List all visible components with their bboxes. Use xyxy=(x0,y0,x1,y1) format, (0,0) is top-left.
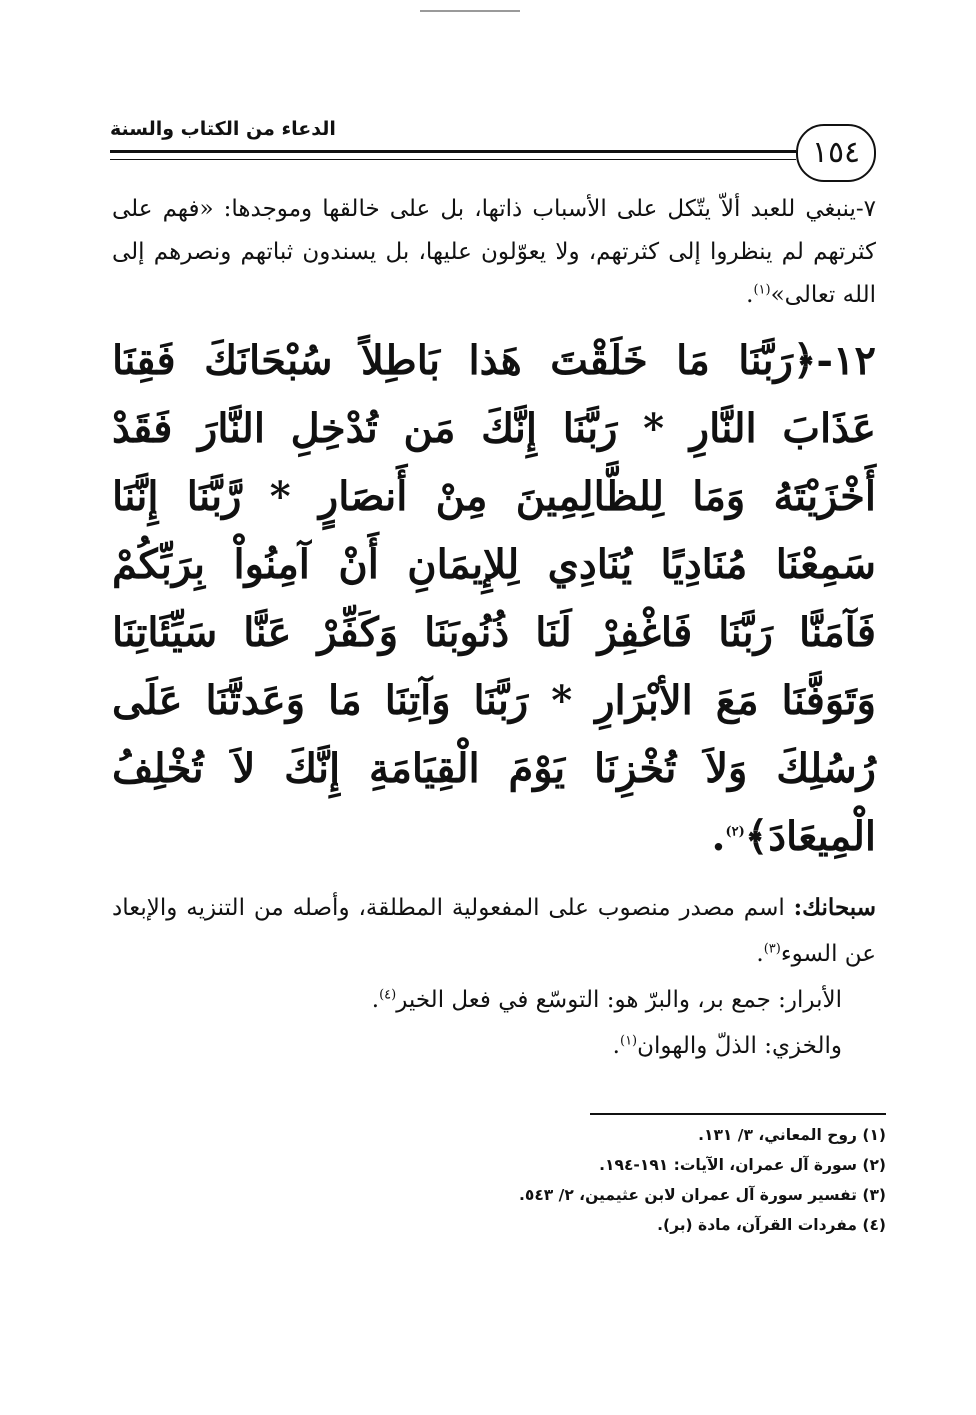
book-title: الدعاء من الكتاب والسنة xyxy=(110,118,336,140)
gloss-subhanaka xyxy=(112,885,876,977)
running-header xyxy=(110,110,876,190)
item-7-end: . xyxy=(746,282,754,308)
footnote-ref: (٤) xyxy=(379,987,397,1003)
scan-mark xyxy=(420,10,520,12)
footnote-separator xyxy=(590,1113,886,1115)
page-body xyxy=(112,188,876,1069)
footnote-ref: (١) xyxy=(619,1033,638,1049)
gloss-khizy xyxy=(112,1023,876,1069)
gloss-term: سبحانك: xyxy=(793,894,876,921)
quran-verse-item-12 xyxy=(112,327,876,871)
gloss-text: اسم مصدر منصوب على المفعولية المطلقة، وأصله من التنزيه والإبعاد عن السوء xyxy=(112,895,876,967)
verse-end: . xyxy=(711,813,726,860)
verse-text: ١٢-﴿رَبَّنَا مَا خَلَقْتَ هَذا بَاطِلاً سُبْحَانَكَ فَقِنَا عَذَابَ النَّارِ * رَبَّنَا إِنَّكَ مَن تُدْخِلِ النَّارَ فَقَدْ أَخْزَيْتَهُ وَمَا لِلظَّالِمِينَ مِنْ أَنصَارٍ * رَّبَّنَا إِنَّنَا سَمِعْنَا مُنَادِيًا يُنَادِي لِلإِيمَانِ أَنْ آمِنُواْ بِرَبِّكُمْ فَآمَنَّا رَبَّنَا فَاغْفِرْ لَنَا ذُنُوبَنَا وَكَفِّرْ عَنَّا سَيِّئَاتِنَا وَتَوَفَّنَا مَعَ الأبْرَارِ * رَبَّنَا وَآتِنَا مَا وَعَدتَّنَا عَلَى رُسُلِكَ وَلاَ تُخْزِنَا يَوْمَ الْقِيَامَةِ إِنَّكَ لاَ تُخْلِفُ الْمِيعَادَ﴾ xyxy=(112,337,876,860)
gloss-text: والخزي: الذلّ والهوان xyxy=(637,1033,842,1059)
header-rule xyxy=(110,150,796,160)
footnote-4: (٤) مفردات القرآن، مادة (بر). xyxy=(657,1216,886,1234)
footnote-1: (١) روح المعاني، ٣/ ١٣١. xyxy=(698,1126,886,1144)
footnote-ref: (٢) xyxy=(725,824,745,840)
page-number-badge: ١٥٤ xyxy=(796,124,876,182)
footnote-2: (٢) سورة آل عمران، الآيات: ١٩١-١٩٤. xyxy=(599,1156,886,1174)
footnotes xyxy=(186,1120,886,1240)
gloss-end: . xyxy=(756,941,764,967)
footnote-ref: (١) xyxy=(753,282,771,298)
gloss-end: . xyxy=(612,1033,620,1059)
gloss-end: . xyxy=(371,987,380,1013)
gloss-abrar xyxy=(112,977,876,1023)
paragraph-item-7 xyxy=(112,188,876,317)
item-7-text: ٧-ينبغي للعبد ألاّ يتّكل على الأسباب ذاتها، بل على خالقها وموجدها: «فهم على كثرتهم لم ينظروا إلى كثرتهم، ولا يعوّلون عليها، بل يسندون ثباتهم ونصرهم إلى الله تعالى» xyxy=(112,196,876,308)
gloss-text: الأبرار: جمع بر، والبرّ هو: التوسّع في فعل الخير xyxy=(396,987,842,1013)
footnote-ref: (٣) xyxy=(763,941,781,957)
footnote-3: (٣) تفسير سورة آل عمران لابن عثيمين، ٢/ ٥٤٣. xyxy=(518,1186,886,1204)
